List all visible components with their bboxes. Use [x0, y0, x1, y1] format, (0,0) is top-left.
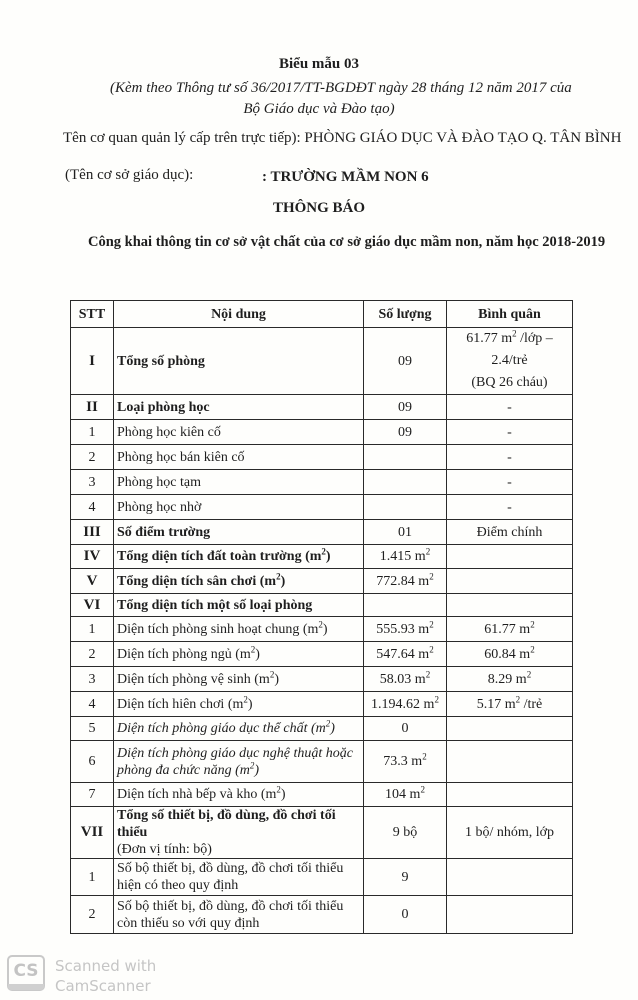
row-stt: 7 — [71, 783, 114, 807]
table-row — [71, 717, 573, 741]
row-quantity — [364, 594, 447, 617]
row-content: Phòng học tạm — [114, 470, 364, 495]
row-average — [447, 328, 573, 395]
table-row — [71, 445, 573, 470]
table-row — [71, 896, 573, 934]
table-row — [71, 642, 573, 667]
row-quantity: 09 — [364, 395, 447, 420]
camscanner-logo: CS — [7, 955, 45, 991]
table-row — [71, 420, 573, 445]
row-content: Phòng học nhờ — [114, 495, 364, 520]
row-average: 60.84 $m^2$ — [447, 642, 573, 667]
table-row — [71, 545, 573, 569]
column-header-content: Nội dung — [114, 301, 364, 328]
row-average — [447, 545, 573, 569]
row-average — [447, 594, 573, 617]
row-stt: 2 — [71, 642, 114, 667]
row-content: Số bộ thiết bị, đồ dùng, đồ chơi tối thiểu còn thiếu so với quy định — [114, 896, 364, 934]
row-average — [447, 717, 573, 741]
row-quantity: 09 — [364, 420, 447, 445]
row-stt: 1 — [71, 859, 114, 896]
agency-line: Tên cơ quan quản lý cấp trên trực tiếp): PHÒNG GIÁO DỤC VÀ ĐÀO TẠO Q. TÂN BÌNH — [63, 130, 622, 146]
row-average — [447, 859, 573, 896]
table-row — [71, 520, 573, 545]
row-content: Phòng học bán kiên cố — [114, 445, 364, 470]
attachment-line-1: (Kèm theo Thông tư số 36/2017/TT-BGDĐT ngày 28 tháng 12 năm 2017 của — [110, 80, 572, 96]
row-content: Tổng diện tích một số loại phòng — [114, 594, 364, 617]
row-stt: 1 — [71, 617, 114, 642]
row-content: Diện tích phòng sinh hoạt chung $(m^2)$ — [114, 617, 364, 642]
row-average: 8.29 $m^2$ — [447, 667, 573, 692]
school-label: (Tên cơ sở giáo dục): — [65, 167, 194, 183]
row-stt: II — [71, 395, 114, 420]
row-stt: 4 — [71, 495, 114, 520]
row-content: Diện tích nhà bếp và kho $(m^2)$ — [114, 783, 364, 807]
table-row — [71, 692, 573, 717]
row-quantity: 104 $m^2$ — [364, 783, 447, 807]
form-title: Biểu mẫu 03 — [278, 56, 359, 72]
row-quantity: 547.64 $m^2$ — [364, 642, 447, 667]
row-average: - — [447, 495, 573, 520]
table-row — [71, 783, 573, 807]
row-quantity: 73.3 $m^2$ — [364, 741, 447, 783]
row-stt: I — [71, 328, 114, 395]
row-stt: 4 — [71, 692, 114, 717]
row-quantity: 9 bộ — [364, 807, 447, 859]
row-stt: III — [71, 520, 114, 545]
row-quantity: 9 — [364, 859, 447, 896]
row-average — [447, 896, 573, 934]
row-content: Diện tích hiên chơi $(m^2)$ — [114, 692, 364, 717]
column-header-average: Bình quân — [447, 301, 573, 328]
row-stt: V — [71, 569, 114, 594]
row-quantity — [364, 445, 447, 470]
column-header-quantity: Số lượng — [364, 301, 447, 328]
row-quantity: 58.03 $m^2$ — [364, 667, 447, 692]
row-content-line-2: (Đơn vị tính: bộ) — [117, 842, 212, 857]
row-content: Loại phòng học — [114, 395, 364, 420]
row-stt: 3 — [71, 667, 114, 692]
row-content — [114, 807, 364, 859]
row-quantity: 555.93 $m^2$ — [364, 617, 447, 642]
row-content: Tổng diện tích sân chơi $(m^2)$ — [114, 569, 364, 594]
table-row — [71, 859, 573, 896]
row-content: Tổng diện tích đất toàn trường $(m^2)$ — [114, 545, 364, 569]
table-row — [71, 395, 573, 420]
row-content: Diện tích phòng giáo dục thể chất $(m^2)$ — [114, 717, 364, 741]
column-header-stt: STT — [71, 301, 114, 328]
row-average — [447, 569, 573, 594]
row-quantity: 1.415 $m^2$ — [364, 545, 447, 569]
row-stt: 5 — [71, 717, 114, 741]
attachment-line-2: Bộ Giáo dục và Đào tạo) — [243, 101, 395, 117]
row-content: Phòng học kiên cố — [114, 420, 364, 445]
table-row — [71, 807, 573, 859]
row-average: - — [447, 420, 573, 445]
row-quantity: 01 — [364, 520, 447, 545]
row-stt: 2 — [71, 896, 114, 934]
row-content: Số bộ thiết bị, đồ dùng, đồ chơi tối thiểu hiện có theo quy định — [114, 859, 364, 896]
row-content: Diện tích phòng vệ $\sinh (m^2)$ — [114, 667, 364, 692]
row-average — [447, 783, 573, 807]
row-average — [447, 741, 573, 783]
notice-title: THÔNG BÁO — [272, 200, 366, 216]
row-stt: 6 — [71, 741, 114, 783]
row-content: Tổng số phòng — [114, 328, 364, 395]
notice-description: Công khai thông tin cơ sở vật chất của cơ sở giáo dục mầm non, năm học 2018-2019 — [88, 234, 606, 250]
row-average: - — [447, 445, 573, 470]
row-stt: 3 — [71, 470, 114, 495]
row-average-line-2: (BQ 26 cháu) — [471, 375, 548, 390]
school-value: : TRƯỜNG MẦM NON 6 — [262, 169, 429, 185]
row-average: Điểm chính — [447, 520, 573, 545]
row-quantity: 0 — [364, 896, 447, 934]
row-average: 1 bộ/ nhóm, lớp — [447, 807, 573, 859]
row-average: 5.17 $m^2$ /trẻ — [447, 692, 573, 717]
watermark-line-1: Scanned with — [55, 957, 157, 975]
camscanner-watermark-text — [55, 956, 156, 996]
row-quantity: 09 — [364, 328, 447, 395]
table-header-row — [71, 301, 573, 328]
table-row — [71, 495, 573, 520]
row-stt: VI — [71, 594, 114, 617]
row-stt: 2 — [71, 445, 114, 470]
row-average-line-1: 61.77 $m^2$ /lớp – 2.4/trẻ — [466, 328, 553, 368]
watermark-line-2: CamScanner — [55, 977, 151, 995]
row-content: Diện tích phòng giáo dục nghệ thuật hoặc phòng đa chức năng $(m^2)$ — [114, 741, 364, 783]
row-quantity — [364, 495, 447, 520]
row-content: Số điểm trường — [114, 520, 364, 545]
row-content-line-1: Tổng số thiết bị, đồ dùng, đồ chơi tối thiểu — [117, 808, 336, 840]
row-stt: IV — [71, 545, 114, 569]
table-row — [71, 328, 573, 395]
table-row — [71, 569, 573, 594]
table-row — [71, 594, 573, 617]
row-quantity: 0 — [364, 717, 447, 741]
facilities-table — [70, 300, 573, 934]
row-average: 61.77 $m^2$ — [447, 617, 573, 642]
table-row — [71, 741, 573, 783]
table-row — [71, 667, 573, 692]
row-quantity: 772.84 $m^2$ — [364, 569, 447, 594]
row-average: - — [447, 395, 573, 420]
row-stt: 1 — [71, 420, 114, 445]
row-stt: VII — [71, 807, 114, 859]
table-row — [71, 617, 573, 642]
row-quantity: 1.194.62 $m^2$ — [364, 692, 447, 717]
row-content: Diện tích phòng ngủ $(m^2)$ — [114, 642, 364, 667]
table-row — [71, 470, 573, 495]
row-quantity — [364, 470, 447, 495]
row-average: - — [447, 470, 573, 495]
